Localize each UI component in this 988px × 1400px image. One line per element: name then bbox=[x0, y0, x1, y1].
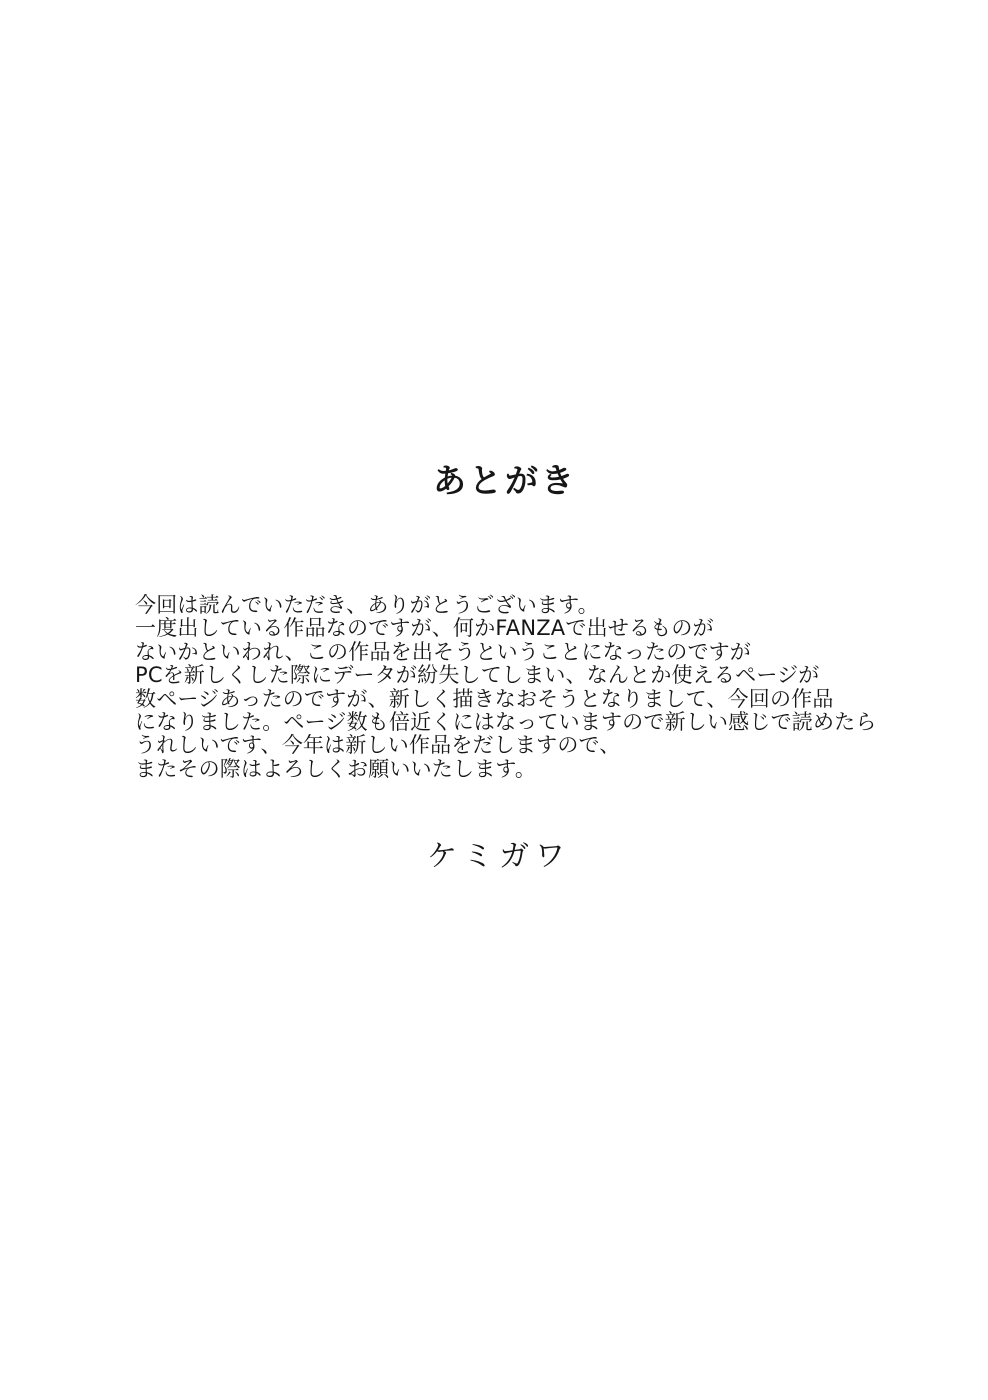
body-line: 一度出している作品なのですが、何かFANZAで出せるものが bbox=[135, 616, 714, 641]
body-line: 今回は読んでいただき、ありがとうございます。 bbox=[135, 593, 599, 617]
body-line: になりました。ページ数も倍近くにはなっていますので新しい感じで読めたら bbox=[135, 710, 877, 735]
body-line: うれしいです、今年は新しい作品をだしますので、 bbox=[135, 733, 621, 758]
body-line: またその際はよろしくお願いいたします。 bbox=[135, 756, 537, 781]
afterword-body bbox=[135, 594, 925, 781]
body-line: 数ページあったのですが、新しく描きなおそうとなりまして、今回の作品 bbox=[135, 686, 834, 711]
body-line: ないかといわれ、この作品を出そうということになったのですが bbox=[135, 639, 752, 664]
author-signature: ケミガワ bbox=[427, 839, 571, 874]
afterword-title: あとがき bbox=[433, 461, 577, 500]
body-line: PCを新しくした際にデータが紛失してしまい、なんとか使えるページが bbox=[135, 663, 820, 688]
